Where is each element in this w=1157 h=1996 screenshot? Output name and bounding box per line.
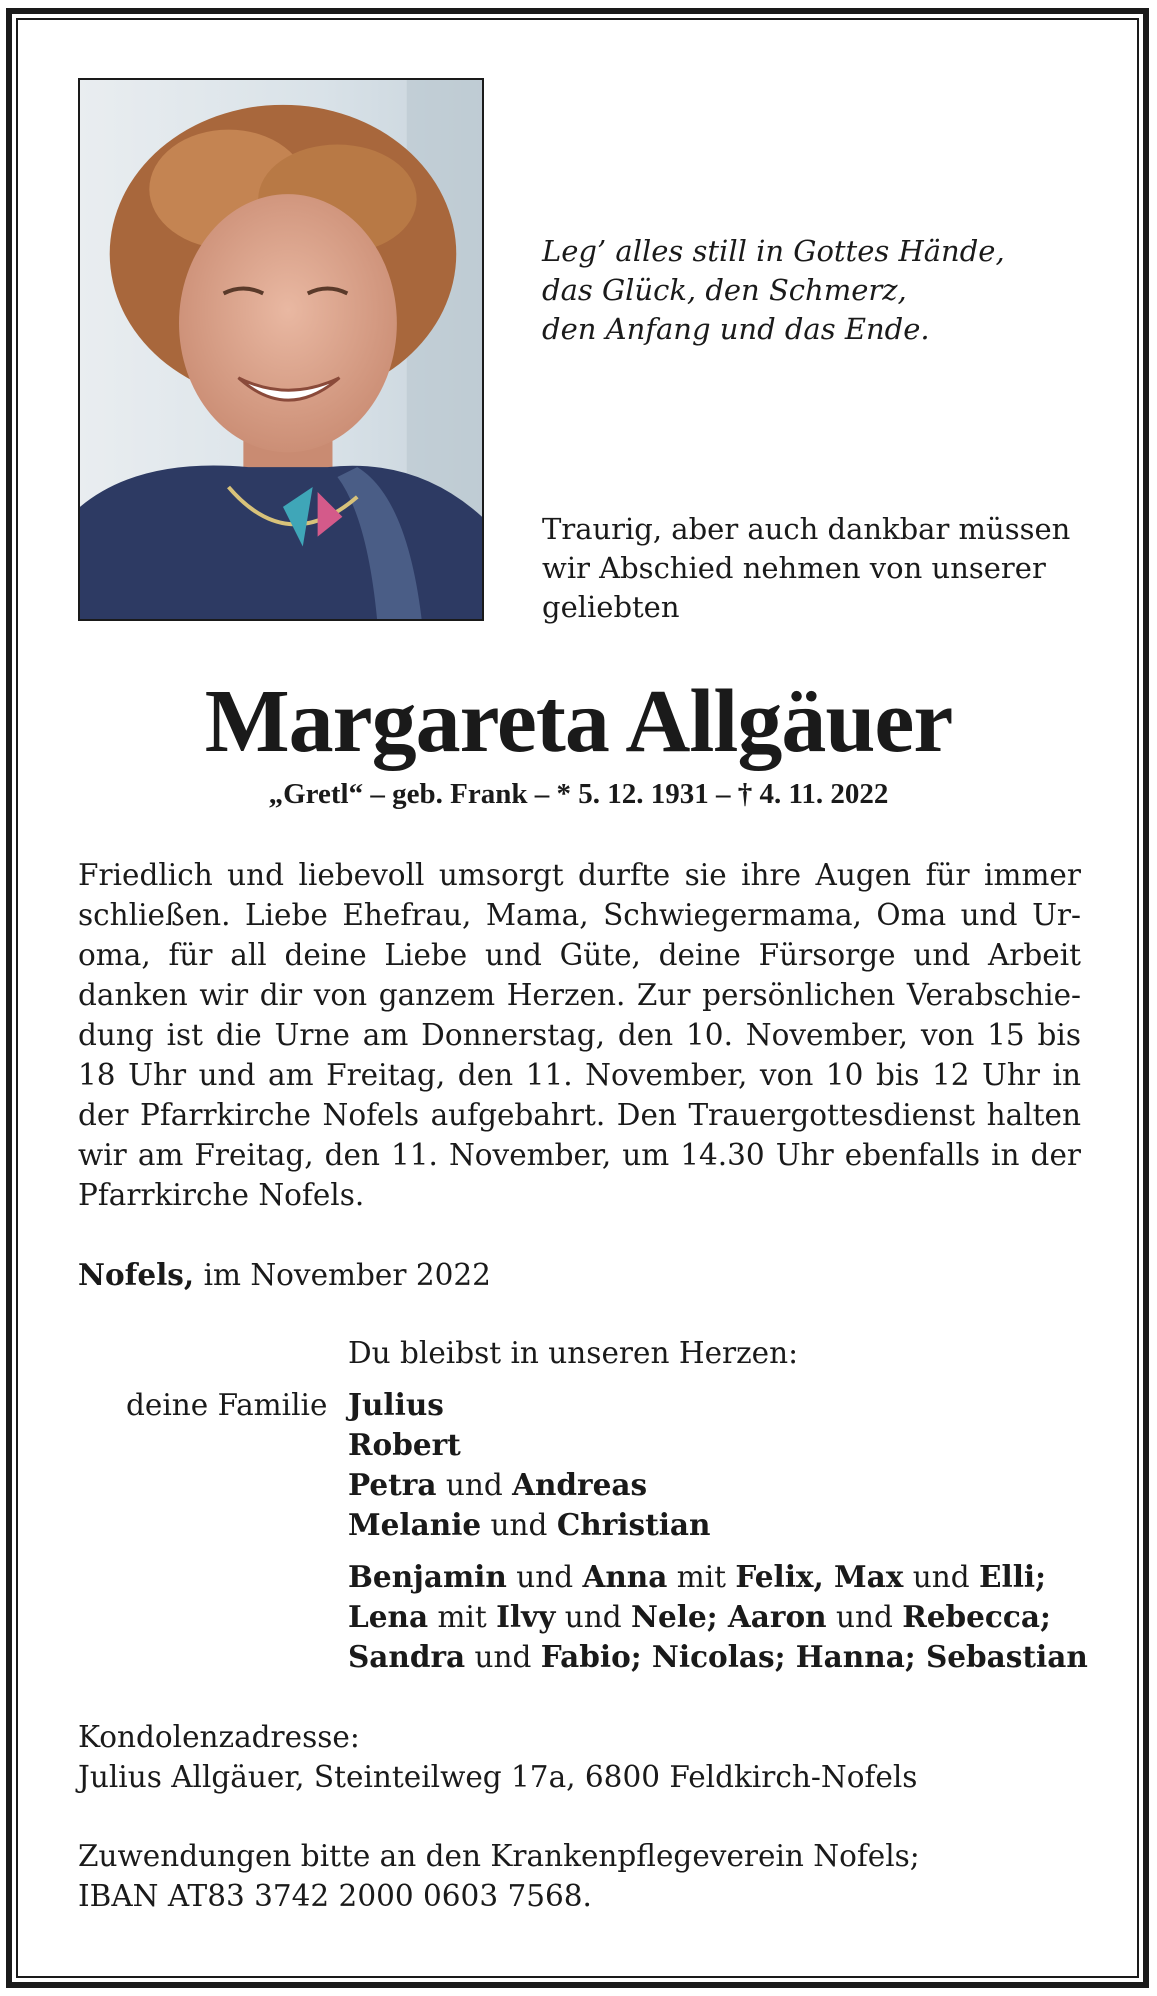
condolence-address [78,1717,1081,1797]
connector-text: und [481,1508,557,1542]
family-row [348,1385,1088,1425]
intro-text [542,510,1082,627]
obituary-body: Friedlich und liebevoll umsorgt durfte sie ihre Augen für immer schließen. Liebe Ehefrau, Mama, Schwiegermama, Oma und Uroma, für all deine Liebe und Güte, deine Fürsorge und Arbeit danken wir dir von ganzem Herzen. Zur persönlichen Verabschiedung ist die Urne am Donnerstag, den 10. November, von 15 bis 18 Uhr und am Freitag, den 11. November, von 10 bis 12 Uhr in der Pfarrkirche Nofels aufgebahrt. Den Trauergottesdienst halten wir am Freitag, den 11. November, um 14.30 Uhr ebenfalls in der Pfarrkirche Nofels. [78,858,1081,1212]
connector-text: und [826,1600,903,1634]
family-gap [348,1545,1088,1557]
connector-text: mit [428,1600,497,1634]
grandchildren-row [348,1557,1088,1597]
verse-line: den Anfang und das Ende. [542,312,930,346]
place-date-text: im November 2022 [194,1258,491,1292]
family-member-name: Sandra [348,1639,466,1674]
condolence-address-line: Julius Allgäuer, Steinteilweg 17a, 6800 Feldkirch-Nofels [78,1760,918,1794]
connector-text: und [555,1600,632,1634]
family-member-name: Elli; [979,1559,1047,1594]
verse [542,232,1082,349]
intro-line: wir Abschied nehmen von unserer [542,551,1046,585]
intro-line: geliebten [542,590,680,624]
family-member-name: Lena [348,1599,429,1634]
donation-line: Zuwendungen bitte an den Krankenpflegeverein Nofels; [78,1839,920,1873]
family-list [348,1385,1088,1677]
family-member-name: Felix, Max [735,1559,904,1594]
grandchildren-rows [348,1557,1088,1677]
family-member-name: Robert [348,1427,461,1462]
connector-text: mit [667,1560,736,1594]
family-row [348,1505,1088,1545]
portrait-photo [78,78,484,621]
grandchildren-row [348,1597,1088,1637]
donation-info [78,1836,1081,1916]
connector-text: und [903,1560,980,1594]
verse-line: Leg’ alles still in Gottes Hände, [542,234,1005,268]
family-member-name: Ilvy [496,1599,556,1634]
family-member-name: Benjamin [348,1559,507,1594]
family-rows [348,1385,1088,1545]
family-row [348,1465,1088,1505]
place-date [78,1255,778,1295]
family-member-name: Andreas [512,1467,648,1502]
place-town: Nofels, [78,1257,195,1292]
intro-line: Traurig, aber auch dankbar müssen [542,512,1071,546]
connector-text: und [506,1560,583,1594]
family-member-name: Petra [348,1467,437,1502]
family-row [348,1425,1088,1465]
deceased-subtitle: „Gretl“ – geb. Frank – * 5. 12. 1931 – † 4. 11. 2022 [268,778,889,810]
family-member-name: Melanie [348,1507,482,1542]
deceased-name: Margareta Allgäuer [204,672,953,771]
family-member-name: Anna [582,1559,668,1594]
family-member-name: Rebecca; [902,1599,1051,1634]
farewell-line: Du bleibst in unseren Herzen: [348,1336,799,1370]
family-member-name: Fabio; Nicolas; Hanna; Sebastian [540,1639,1088,1674]
portrait-illustration [80,80,482,619]
verse-line: das Glück, den Schmerz, [542,273,907,307]
iban-line: IBAN AT83 3742 2000 0603 7568. [78,1879,592,1913]
grandchildren-row [348,1637,1088,1677]
family-member-name: Nele; Aaron [631,1599,827,1634]
condolence-label: Kondolenzadresse: [78,1720,360,1754]
connector-text: und [436,1468,513,1502]
connector-text: und [465,1640,541,1674]
family-label: deine Familie [126,1388,328,1422]
family-member-name: Julius [348,1387,444,1422]
family-member-name: Christian [556,1507,711,1542]
